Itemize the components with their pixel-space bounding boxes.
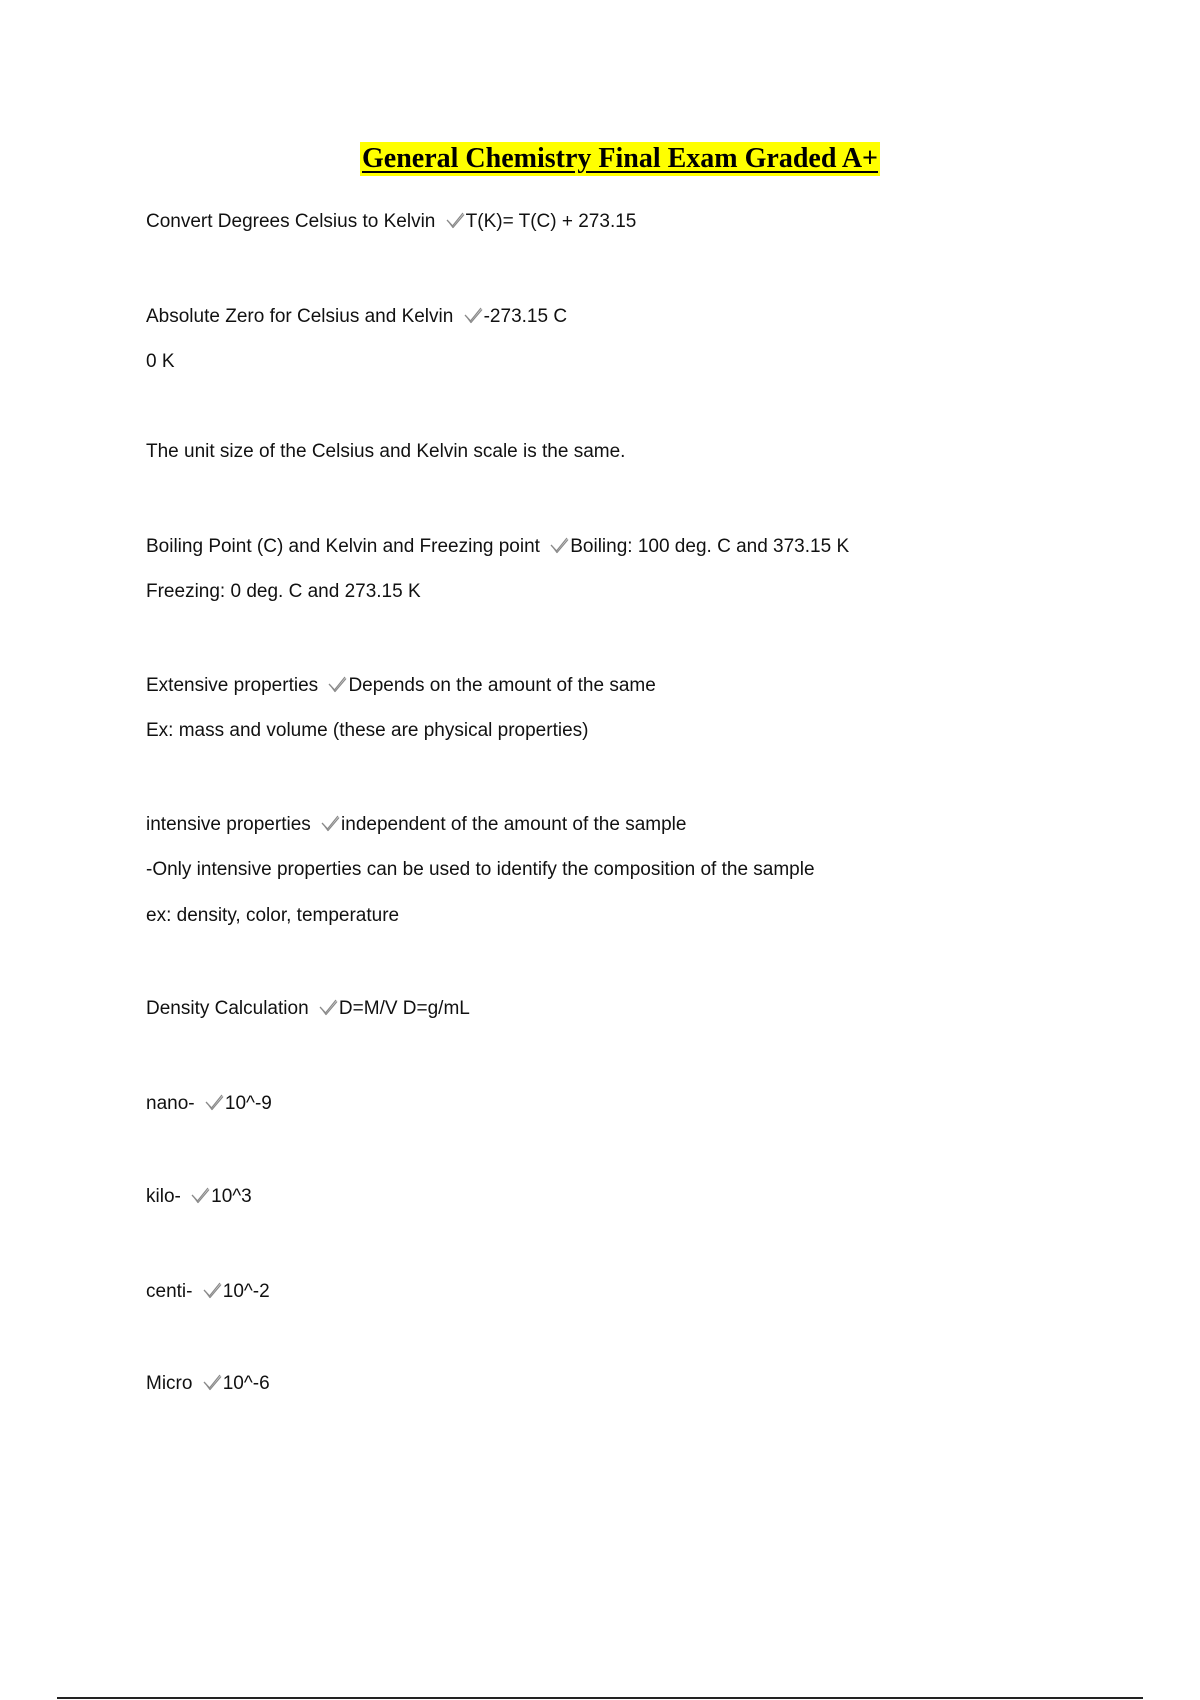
entry-extra-line: ex: density, color, temperature bbox=[146, 905, 400, 926]
check-mark-icon bbox=[549, 536, 569, 554]
entry-answer: 10^-2 bbox=[222, 1281, 270, 1302]
entry-micro-prefix bbox=[146, 1372, 270, 1396]
entry-term: Convert Degrees Celsius to Kelvin bbox=[146, 211, 436, 232]
entry-term: nano- bbox=[146, 1093, 195, 1114]
entry-extra-line: Ex: mass and volume (these are physical properties) bbox=[146, 720, 589, 741]
entry-density-calculation bbox=[146, 997, 470, 1021]
entry-extra-line: -Only intensive properties can be used to identify the composition of the sample bbox=[146, 859, 815, 880]
entry-answer: 10^-6 bbox=[222, 1373, 270, 1394]
entry-extra-line: 0 K bbox=[146, 351, 175, 372]
entry-extensive-properties bbox=[146, 674, 656, 698]
title-container bbox=[0, 142, 1200, 176]
check-mark-icon bbox=[202, 1281, 222, 1299]
entry-term: Boiling Point (C) and Kelvin and Freezing point bbox=[146, 536, 540, 557]
entry-term: Absolute Zero for Celsius and Kelvin bbox=[146, 306, 454, 327]
entry-nano-prefix bbox=[146, 1092, 272, 1116]
entry-answer: Depends on the amount of the same bbox=[348, 675, 656, 696]
entry-intensive-properties bbox=[146, 813, 686, 837]
entry-kilo-prefix bbox=[146, 1185, 252, 1209]
check-mark-icon bbox=[204, 1093, 224, 1111]
entry-unit-size-statement: The unit size of the Celsius and Kelvin scale is the same. bbox=[146, 441, 626, 462]
entry-absolute-zero bbox=[146, 305, 567, 329]
entry-term: centi- bbox=[146, 1281, 193, 1302]
entry-term: Micro bbox=[146, 1373, 193, 1394]
entry-convert-celsius-kelvin bbox=[146, 210, 636, 234]
entry-answer: Boiling: 100 deg. C and 373.15 K bbox=[570, 536, 850, 557]
document-title: General Chemistry Final Exam Graded A+ bbox=[361, 143, 879, 174]
entry-answer: T(K)= T(C) + 273.15 bbox=[465, 211, 637, 232]
entry-answer: -273.15 C bbox=[483, 306, 568, 327]
check-mark-icon bbox=[445, 211, 465, 229]
check-mark-icon bbox=[463, 306, 483, 324]
entry-term: Density Calculation bbox=[146, 998, 309, 1019]
entry-centi-prefix bbox=[146, 1280, 270, 1304]
entry-answer: 10^3 bbox=[211, 1186, 252, 1207]
entry-answer: independent of the amount of the sample bbox=[341, 814, 687, 835]
check-mark-icon bbox=[318, 998, 338, 1016]
entry-answer: 10^-9 bbox=[224, 1093, 272, 1114]
check-mark-icon bbox=[202, 1373, 222, 1391]
entry-boiling-freezing bbox=[146, 535, 849, 559]
entry-answer: D=M/V D=g/mL bbox=[338, 998, 470, 1019]
entry-term: kilo- bbox=[146, 1186, 181, 1207]
page-bottom-rule bbox=[57, 1697, 1143, 1699]
check-mark-icon bbox=[320, 814, 340, 832]
check-mark-icon bbox=[190, 1186, 210, 1204]
entry-extra-line: Freezing: 0 deg. C and 273.15 K bbox=[146, 581, 421, 602]
check-mark-icon bbox=[327, 675, 347, 693]
entry-term: Extensive properties bbox=[146, 675, 319, 696]
entry-term: intensive properties bbox=[146, 814, 311, 835]
